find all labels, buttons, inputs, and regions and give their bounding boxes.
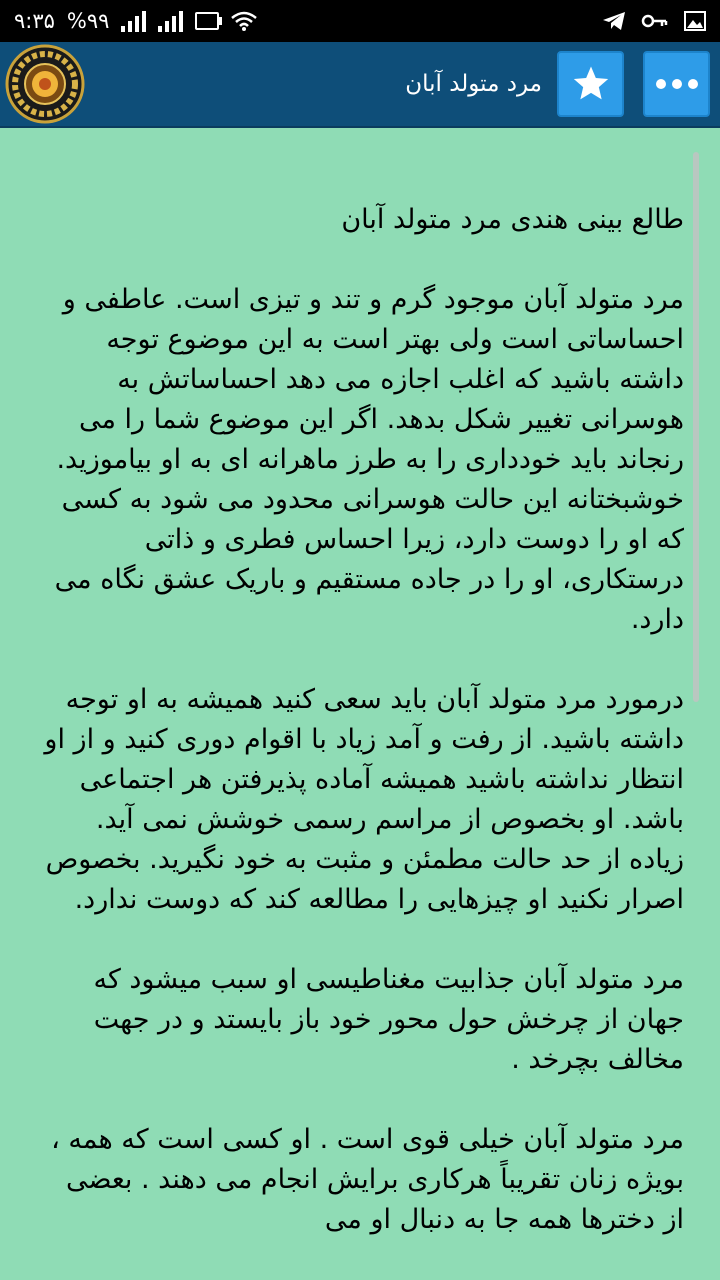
scrollbar[interactable]	[693, 152, 699, 702]
more-dots-icon	[656, 79, 666, 89]
battery-percent: %۹۹	[66, 9, 110, 33]
more-dots-icon-3	[688, 79, 698, 89]
image-icon	[684, 11, 706, 31]
status-right	[602, 11, 706, 31]
more-dots-icon-2	[672, 79, 682, 89]
favorite-button[interactable]	[557, 51, 624, 117]
page-title: مرد متولد آبان	[405, 71, 542, 97]
article-paragraph-4: مرد متولد آبان خیلی قوی است . او کسی است که همه ، بویژه زنان تقریباً هرکاری برایش انجام می دهند . بعضی از دخترها همه جا به دنبال او می	[42, 1124, 684, 1235]
telegram-icon	[602, 11, 626, 31]
signal-icon	[121, 10, 146, 32]
signal-icon-2	[158, 10, 183, 32]
more-menu-button[interactable]	[643, 51, 710, 117]
key-icon	[642, 13, 668, 29]
star-icon	[571, 64, 611, 104]
article-body	[35, 200, 684, 1280]
battery-icon	[195, 12, 219, 30]
status-left	[14, 9, 257, 33]
app-bar	[0, 42, 720, 128]
article-heading: طالع بینی هندی مرد متولد آبان	[341, 204, 684, 235]
clock: ۹:۳۵	[14, 9, 55, 33]
status-bar	[0, 0, 720, 42]
article-paragraph-1: مرد متولد آبان موجود گرم و تند و تیزی است. عاطفی و احساساتی است ولی بهتر است به این موضوع توجه داشته باشید که اغلب اجازه می دهد احساساتش به هوسرانی تغییر شکل بدهد. اگر این موضوع شما را می رنجاند باید خودداری را به طرز ماهرانه ای به او بیاموزید. خوشبختانه این حالت هوسرانی محدود می شود به کسی که او را دوست دارد، زیرا احساس فطری و ذاتی درستکاری، او را در جاده مستقیم و باریک عشق نگاه می دارد.	[46, 284, 684, 635]
article-paragraph-2: درمورد مرد متولد آبان باید سعی کنید همیشه به او توجه داشته باشید. از رفت و آمد زیاد با اقوام دوری کنید و از او انتظار نداشته باشید همیشه آماده پذیرفتن هر اجتماعی باشد. او بخصوص از مراسم رسمی خوشش نمی آید. زیاده از حد حالت مطمئن و مثبت به خود نگیرید. بخصوص اصرار نکنید او چیزهایی را مطالعه کند که دوست ندارد.	[35, 684, 684, 915]
wifi-icon	[231, 11, 257, 31]
article-paragraph-3: مرد متولد آبان جذابیت مغناطیسی او سبب میشود که جهان از چرخش حول محور خود باز بایستد و در جهت مخالف بچرخد .	[84, 964, 684, 1075]
zodiac-wheel-icon[interactable]	[2, 44, 88, 124]
